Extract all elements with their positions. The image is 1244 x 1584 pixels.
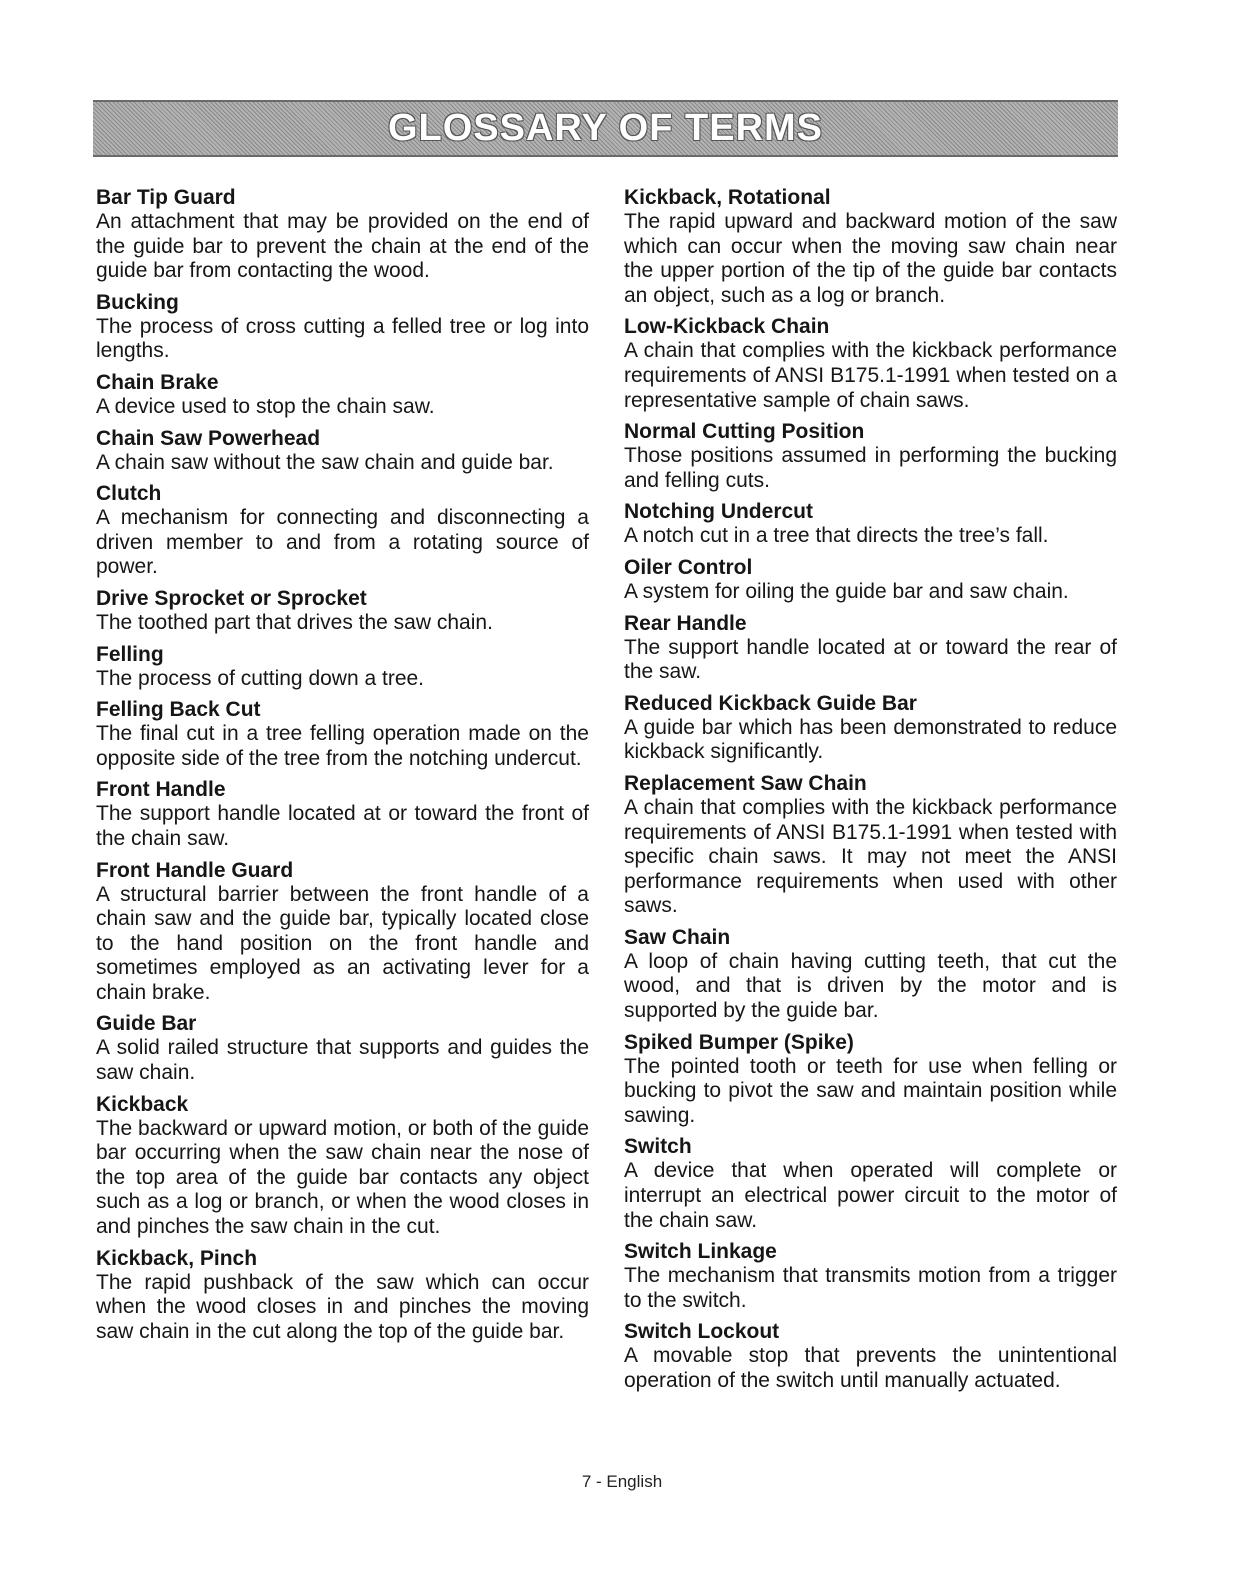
glossary-entry (624, 611, 1117, 685)
glossary-definition: A guide bar which has been demonstrated to reduce kickback significantly. (624, 715, 1117, 764)
glossary-term: Switch Linkage (624, 1240, 777, 1264)
glossary-term: Switch (624, 1135, 692, 1159)
glossary-entry (624, 314, 1117, 413)
glossary-term: Guide Bar (96, 1012, 197, 1036)
glossary-term: Rear Handle (624, 611, 747, 635)
glossary-entry (624, 499, 1117, 549)
glossary-entry (624, 1134, 1117, 1233)
glossary-entry (624, 925, 1117, 1024)
glossary-definition: The pointed tooth or teeth for use when felling or bucking to pivot the saw and maintain position while sawing. (624, 1054, 1117, 1127)
glossary-definition: The support handle located at or toward the rear of the saw. (624, 635, 1117, 684)
page-title: GLOSSARY OF TERMS (387, 107, 824, 149)
glossary-term: Felling (96, 642, 164, 666)
glossary-definition: The support handle located at or toward the front of the chain saw. (96, 802, 589, 850)
glossary-definition: A loop of chain having cutting teeth, that cut the wood, and that is driven by the motor and is supported by the guide bar. (624, 949, 1117, 1023)
glossary-definition: A device used to stop the chain saw. (96, 394, 435, 418)
glossary-definition: A movable stop that prevents the unintentional operation of the switch until manually actuated. (624, 1344, 1117, 1392)
glossary-definition: A solid railed structure that supports and guides the saw chain. (96, 1036, 589, 1085)
glossary-term: Normal Cutting Position (624, 420, 865, 444)
glossary-definition: The rapid upward and backward motion of the saw which can occur when the moving saw chain near the upper portion of the tip of the guide bar contacts an object, such as a log or branch. (624, 210, 1117, 307)
glossary-entry (96, 586, 589, 636)
glossary-term: Felling Back Cut (96, 698, 261, 722)
glossary-term: Saw Chain (624, 925, 731, 949)
glossary-term: Chain Saw Powerhead (96, 426, 321, 450)
glossary-definition: A mechanism for connecting and disconnecting a driven member to and from a rotating source of power. (96, 506, 589, 579)
glossary-term: Bar Tip Guard (96, 186, 236, 209)
glossary-definition: The backward or upward motion, or both of the guide bar occurring when the saw chain near the nose of the top area of the guide bar contacts any object such as a log or branch, or when the wood closes in and pinches the saw chain in the cut. (96, 1116, 589, 1239)
glossary-term: Oiler Control (624, 555, 753, 579)
glossary-entry (624, 691, 1117, 765)
glossary-term: Low-Kickback Chain (624, 315, 830, 339)
glossary-entry (96, 185, 589, 284)
glossary-term: Kickback, Pinch (96, 1246, 258, 1270)
glossary-entry (96, 426, 589, 476)
glossary-entry (96, 858, 589, 1006)
glossary-entry (624, 185, 1117, 308)
glossary-definition: A chain that complies with the kickback performance requirements of ANSI B175.1-1991 when tested on a representative sample of chain saws. (624, 339, 1117, 412)
glossary-entry (96, 1092, 589, 1240)
glossary-entry (96, 777, 589, 851)
glossary-term: Reduced Kickback Guide Bar (624, 691, 917, 715)
glossary-entry (624, 1239, 1117, 1313)
glossary-term: Notching Undercut (624, 500, 813, 524)
glossary-definition: A structural barrier between the front handle of a chain saw and the guide bar, typically located close to the hand position on the front handle and sometimes employed as an activating lever for a chain brake. (96, 882, 589, 1004)
glossary-definition: The toothed part that drives the saw chain. (96, 610, 493, 634)
glossary-entry (96, 642, 589, 692)
glossary-term: Spiked Bumper (Spike) (624, 1030, 854, 1054)
glossary-definition: The process of cutting down a tree. (96, 666, 425, 690)
glossary-right-column (624, 185, 1117, 1400)
glossary-term: Front Handle (96, 778, 226, 802)
glossary-entry (96, 1011, 589, 1085)
glossary-definition: Those positions assumed in performing the bucking and felling cuts. (624, 444, 1117, 492)
glossary-definition: A chain that complies with the kickback performance requirements of ANSI B175.1-1991 when tested with specific chain saws. It may not meet the ANSI performance requirements when used with other saws. (624, 795, 1117, 918)
glossary-term: Clutch (96, 482, 162, 506)
glossary-entry (96, 290, 589, 364)
glossary-term: Chain Brake (96, 370, 219, 394)
glossary-term: Front Handle Guard (96, 858, 294, 882)
glossary-entry (624, 1319, 1117, 1393)
glossary-definition: The rapid pushback of the saw which can occur when the wood closes in and pinches the moving saw chain in the cut along the top of the guide bar. (96, 1270, 589, 1343)
section-banner (93, 100, 1118, 157)
glossary-entry (624, 555, 1117, 605)
glossary-definition: The mechanism that transmits motion from a trigger to the switch. (624, 1264, 1117, 1312)
glossary-definition: An attachment that may be provided on the end of the guide bar to prevent the chain at the end of the guide bar from contacting the wood. (96, 210, 589, 283)
glossary-entry (96, 370, 589, 420)
glossary-term: Kickback (96, 1092, 189, 1116)
page-number: 7 - English (581, 1472, 663, 1491)
glossary-definition: The process of cross cutting a felled tree or log into lengths. (96, 314, 589, 363)
glossary-entry (624, 771, 1117, 919)
glossary-definition: The final cut in a tree felling operation made on the opposite side of the tree from the notching undercut. (96, 722, 589, 770)
glossary-term: Switch Lockout (624, 1320, 780, 1344)
glossary-definition: A system for oiling the guide bar and saw chain. (624, 579, 1069, 603)
glossary-entry (624, 1030, 1117, 1129)
glossary-entry (96, 481, 589, 580)
glossary-definition: A chain saw without the saw chain and guide bar. (96, 450, 554, 474)
glossary-definition: A notch cut in a tree that directs the tree’s fall. (624, 524, 1049, 548)
glossary-term: Replacement Saw Chain (624, 771, 867, 795)
glossary-left-column (96, 185, 589, 1350)
glossary-term: Drive Sprocket or Sprocket (96, 586, 367, 610)
glossary-term: Kickback, Rotational (624, 186, 831, 209)
glossary-entry (624, 419, 1117, 493)
glossary-entry (96, 697, 589, 771)
glossary-term: Bucking (96, 290, 179, 314)
glossary-entry (96, 1246, 589, 1345)
glossary-definition: A device that when operated will complete or interrupt an electrical power circuit to the motor of the chain saw. (624, 1159, 1117, 1232)
